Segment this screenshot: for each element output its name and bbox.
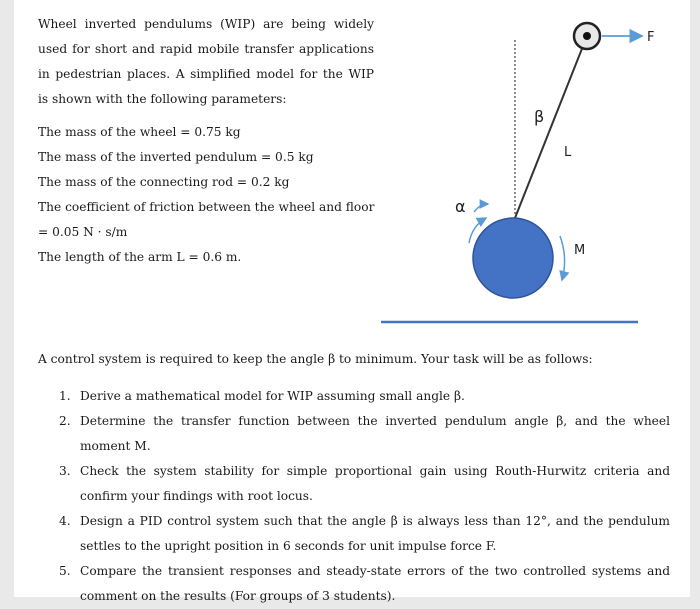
alpha-label: α	[455, 197, 466, 216]
parameter-friction-value: = 0.05 N · s/m	[38, 225, 128, 239]
moment-label: M	[574, 243, 586, 258]
document-page	[14, 0, 690, 603]
parameter-friction: The coefficient of friction between the wheel and floor	[38, 200, 375, 214]
force-label: F	[647, 30, 655, 45]
task-item	[40, 559, 670, 609]
parameter-arm-length: The length of the arm L = 0.6 m.	[38, 250, 242, 264]
task-number: 2.	[59, 414, 71, 428]
task-text: Design a PID control system such that the angle β is always less than 12°, and the pendulum settles to the upright position in 6 seconds for unit impulse force F.	[80, 514, 670, 553]
parameter-pendulum-mass: The mass of the inverted pendulum = 0.5 kg	[38, 150, 314, 164]
intro-paragraph: Wheel inverted pendulums (WIP) are being widely used for short and rapid mobile transfer applications in pedestrian places. A simplified model for the WIP is shown with the following parameters:	[38, 17, 374, 106]
task-text: Determine the transfer function between the inverted pendulum angle β, and the wheel moment M.	[80, 414, 670, 453]
task-number: 4.	[59, 514, 71, 528]
beta-label: β	[534, 107, 545, 126]
task-text: Compare the transient responses and steady-state errors of the two controlled systems and comment on the results (For groups of 3 students).	[80, 564, 670, 603]
task-text: Check the system stability for simple proportional gain using Routh-Hurwitz criteria and confirm your findings with root locus.	[80, 464, 670, 503]
parameter-wheel-mass: The mass of the wheel = 0.75 kg	[38, 125, 241, 139]
pendulum-mass-center	[583, 32, 591, 40]
pendulum-rod	[515, 36, 587, 218]
alpha-arrow	[474, 204, 488, 212]
task-number: 5.	[59, 564, 71, 578]
task-number: 3.	[59, 464, 71, 478]
task-intro: A control system is required to keep the angle β to minimum. Your task will be as follows:	[38, 352, 593, 366]
task-list	[40, 384, 670, 609]
parameter-rod-mass: The mass of the connecting rod = 0.2 kg	[38, 175, 290, 189]
task-item	[40, 409, 670, 459]
task-item	[40, 384, 670, 409]
task-number: 1.	[59, 389, 71, 403]
moment-arrow	[560, 236, 565, 280]
task-item	[40, 459, 670, 509]
wip-diagram	[14, 0, 690, 340]
task-text: Derive a mathematical model for WIP assuming small angle β.	[80, 389, 465, 403]
task-item	[40, 509, 670, 559]
length-label: L	[564, 145, 572, 160]
wheel	[473, 218, 553, 298]
